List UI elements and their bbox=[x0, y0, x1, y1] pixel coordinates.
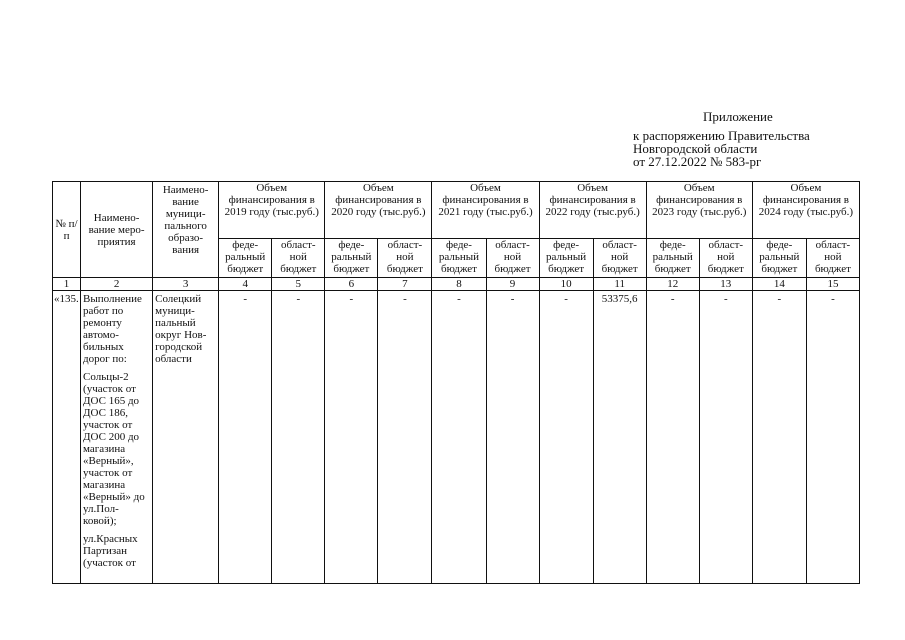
event-text-1: Выполнение работ по ремонту автомо-бильных дорог по: bbox=[83, 293, 142, 365]
value-cell: - bbox=[219, 291, 272, 584]
header-line-1: к распоряжению Правительства bbox=[633, 128, 810, 143]
column-number: 6 bbox=[325, 278, 378, 291]
column-number: 9 bbox=[486, 278, 539, 291]
column-number: 4 bbox=[219, 278, 272, 291]
value-cell-2022-regional: 53375,6 bbox=[593, 291, 646, 584]
value-cell: - bbox=[432, 291, 486, 584]
column-number: 8 bbox=[432, 278, 486, 291]
regional-budget-header: област-ной бюджет bbox=[806, 239, 859, 278]
column-number: 7 bbox=[378, 278, 432, 291]
document-header bbox=[633, 110, 810, 168]
value-cell: - bbox=[806, 291, 859, 584]
column-number: 10 bbox=[539, 278, 593, 291]
value-cell: - bbox=[646, 291, 699, 584]
header-row bbox=[53, 182, 860, 239]
value-cell: - bbox=[752, 291, 806, 584]
column-number: 12 bbox=[646, 278, 699, 291]
row-number: «135. bbox=[53, 291, 81, 584]
federal-budget-header: феде-ральный бюджет bbox=[219, 239, 272, 278]
col-event-header: Наимено-вание меро-приятия bbox=[81, 182, 153, 278]
value-cell: - bbox=[539, 291, 593, 584]
column-number: 3 bbox=[153, 278, 219, 291]
value-cell: - bbox=[272, 291, 325, 584]
appendix-title: Приложение bbox=[703, 109, 773, 124]
value-cell: - bbox=[486, 291, 539, 584]
federal-budget-header: феде-ральный бюджет bbox=[752, 239, 806, 278]
regional-budget-header: област-ной бюджет bbox=[272, 239, 325, 278]
col-municipality-header: Наимено-вание муници-пального образо-вания bbox=[153, 182, 219, 278]
year-2022-header: Объем финансирования в 2022 году (тыс.руб.) bbox=[539, 182, 646, 239]
year-2020-header: Объем финансирования в 2020 году (тыс.руб.) bbox=[325, 182, 432, 239]
federal-budget-header: феде-ральный бюджет bbox=[539, 239, 593, 278]
column-number: 15 bbox=[806, 278, 859, 291]
column-number: 5 bbox=[272, 278, 325, 291]
event-cell bbox=[81, 291, 153, 584]
federal-budget-header: феде-ральный бюджет bbox=[646, 239, 699, 278]
year-2021-header: Объем финансирования в 2021 году (тыс.руб.) bbox=[432, 182, 539, 239]
federal-budget-header: феде-ральный бюджет bbox=[432, 239, 486, 278]
value-cell: - bbox=[378, 291, 432, 584]
federal-budget-header: феде-ральный бюджет bbox=[325, 239, 378, 278]
column-number: 1 bbox=[53, 278, 81, 291]
value-cell: - bbox=[699, 291, 752, 584]
event-text-2: Сольцы-2 (участок от ДОС 165 до ДОС 186, участок от ДОС 200 до магазина «Верный», участок от магазина «Верный» до ул.Пол-ковой); bbox=[83, 371, 145, 527]
event-text-3: ул.Красных Партизан (участок от bbox=[83, 533, 138, 569]
year-2023-header: Объем финансирования в 2023 году (тыс.руб.) bbox=[646, 182, 752, 239]
column-number: 14 bbox=[752, 278, 806, 291]
regional-budget-header: област-ной бюджет bbox=[593, 239, 646, 278]
column-number: 2 bbox=[81, 278, 153, 291]
regional-budget-header: област-ной бюджет bbox=[486, 239, 539, 278]
regional-budget-header: област-ной бюджет bbox=[699, 239, 752, 278]
municipality-cell: Солецкий муници-пальный округ Нов-городской области bbox=[153, 291, 219, 584]
column-number: 11 bbox=[593, 278, 646, 291]
financing-table bbox=[52, 181, 860, 584]
regional-budget-header: област-ной бюджет bbox=[378, 239, 432, 278]
column-number: 13 bbox=[699, 278, 752, 291]
col-num-header: № п/п bbox=[53, 182, 81, 278]
table-row bbox=[53, 291, 860, 584]
year-2019-header: Объем финансирования в 2019 году (тыс.руб.) bbox=[219, 182, 325, 239]
header-line-2: Новгородской области bbox=[633, 141, 758, 156]
header-line-3: от 27.12.2022 № 583-рг bbox=[633, 154, 762, 169]
column-numbers-row bbox=[53, 278, 860, 291]
value-cell: - bbox=[325, 291, 378, 584]
year-2024-header: Объем финансирования в 2024 году (тыс.руб.) bbox=[752, 182, 859, 239]
